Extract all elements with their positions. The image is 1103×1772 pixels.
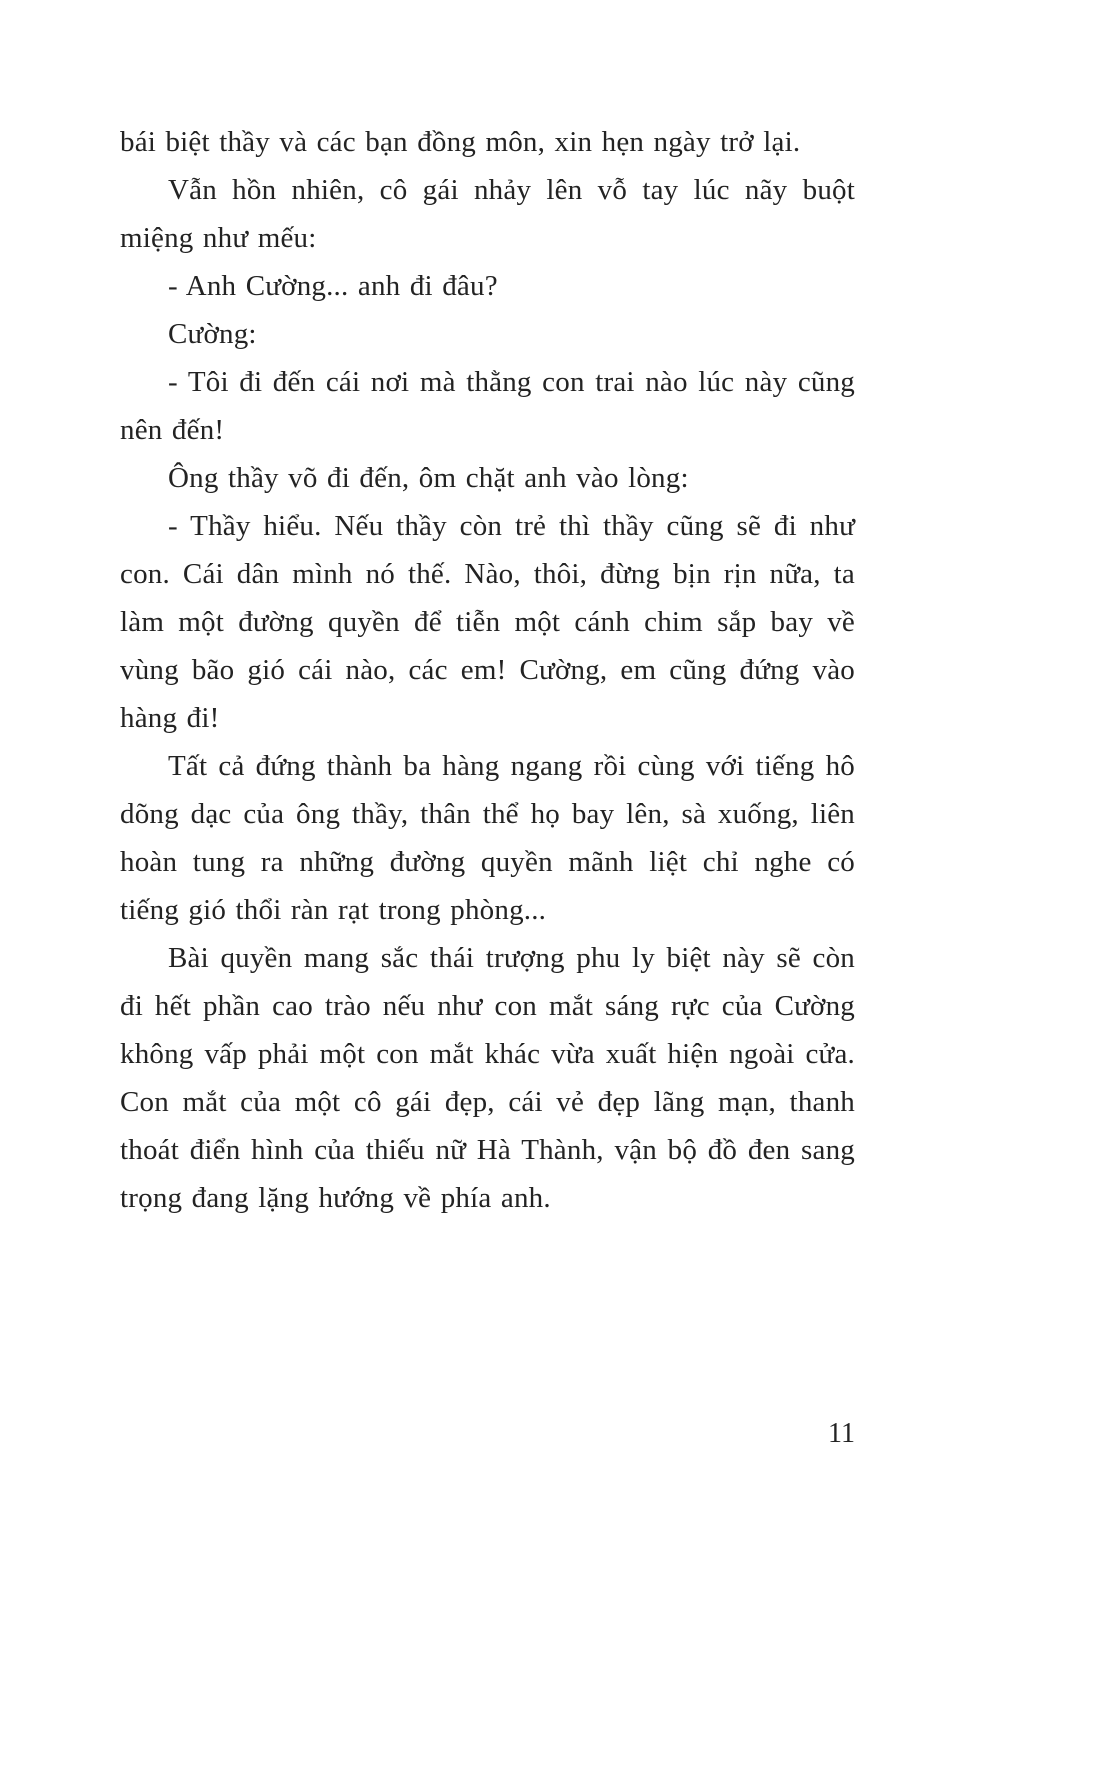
paragraph: Bài quyền mang sắc thái trượng phu ly biệt này sẽ còn đi hết phần cao trào nếu như con mắt sáng rực của Cường không vấp phải một con mắt khác vừa xuất hiện ngoài cửa. Con mắt của một cô gái đẹp, cái vẻ đẹp lãng mạn, thanh thoát điển hình của thiếu nữ Hà Thành, vận bộ đồ đen sang trọng đang lặng hướng về phía anh. (120, 942, 855, 1214)
paragraph: bái biệt thầy và các bạn đồng môn, xin hẹn ngày trở lại. (120, 126, 801, 158)
paragraph: Cường: (168, 318, 257, 350)
paragraph: Vẫn hồn nhiên, cô gái nhảy lên vỗ tay lúc nãy buột miệng như mếu: (120, 174, 855, 254)
dialogue-line: - Anh Cường... anh đi đâu? (168, 270, 498, 302)
dialogue-line: - Thầy hiểu. Nếu thầy còn trẻ thì thầy cũng sẽ đi như con. Cái dân mình nó thế. Nào, thôi, đừng bịn rịn nữa, ta làm một đường quyền để tiễn một cánh chim sắp bay về vùng bão gió cái nào, các em! Cường, em cũng đứng vào hàng đi! (120, 510, 855, 734)
paragraph: Tất cả đứng thành ba hàng ngang rồi cùng với tiếng hô dõng dạc của ông thầy, thân thể họ bay lên, sà xuống, liên hoàn tung ra những đường quyền mãnh liệt chỉ nghe có tiếng gió thổi ràn rạt trong phòng... (120, 750, 855, 926)
dialogue-line: - Tôi đi đến cái nơi mà thằng con trai nào lúc này cũng nên đến! (120, 366, 855, 446)
page-number: 11 (828, 1418, 855, 1449)
text-block (120, 118, 855, 1222)
paragraph: Ông thầy võ đi đến, ôm chặt anh vào lòng: (168, 462, 689, 494)
